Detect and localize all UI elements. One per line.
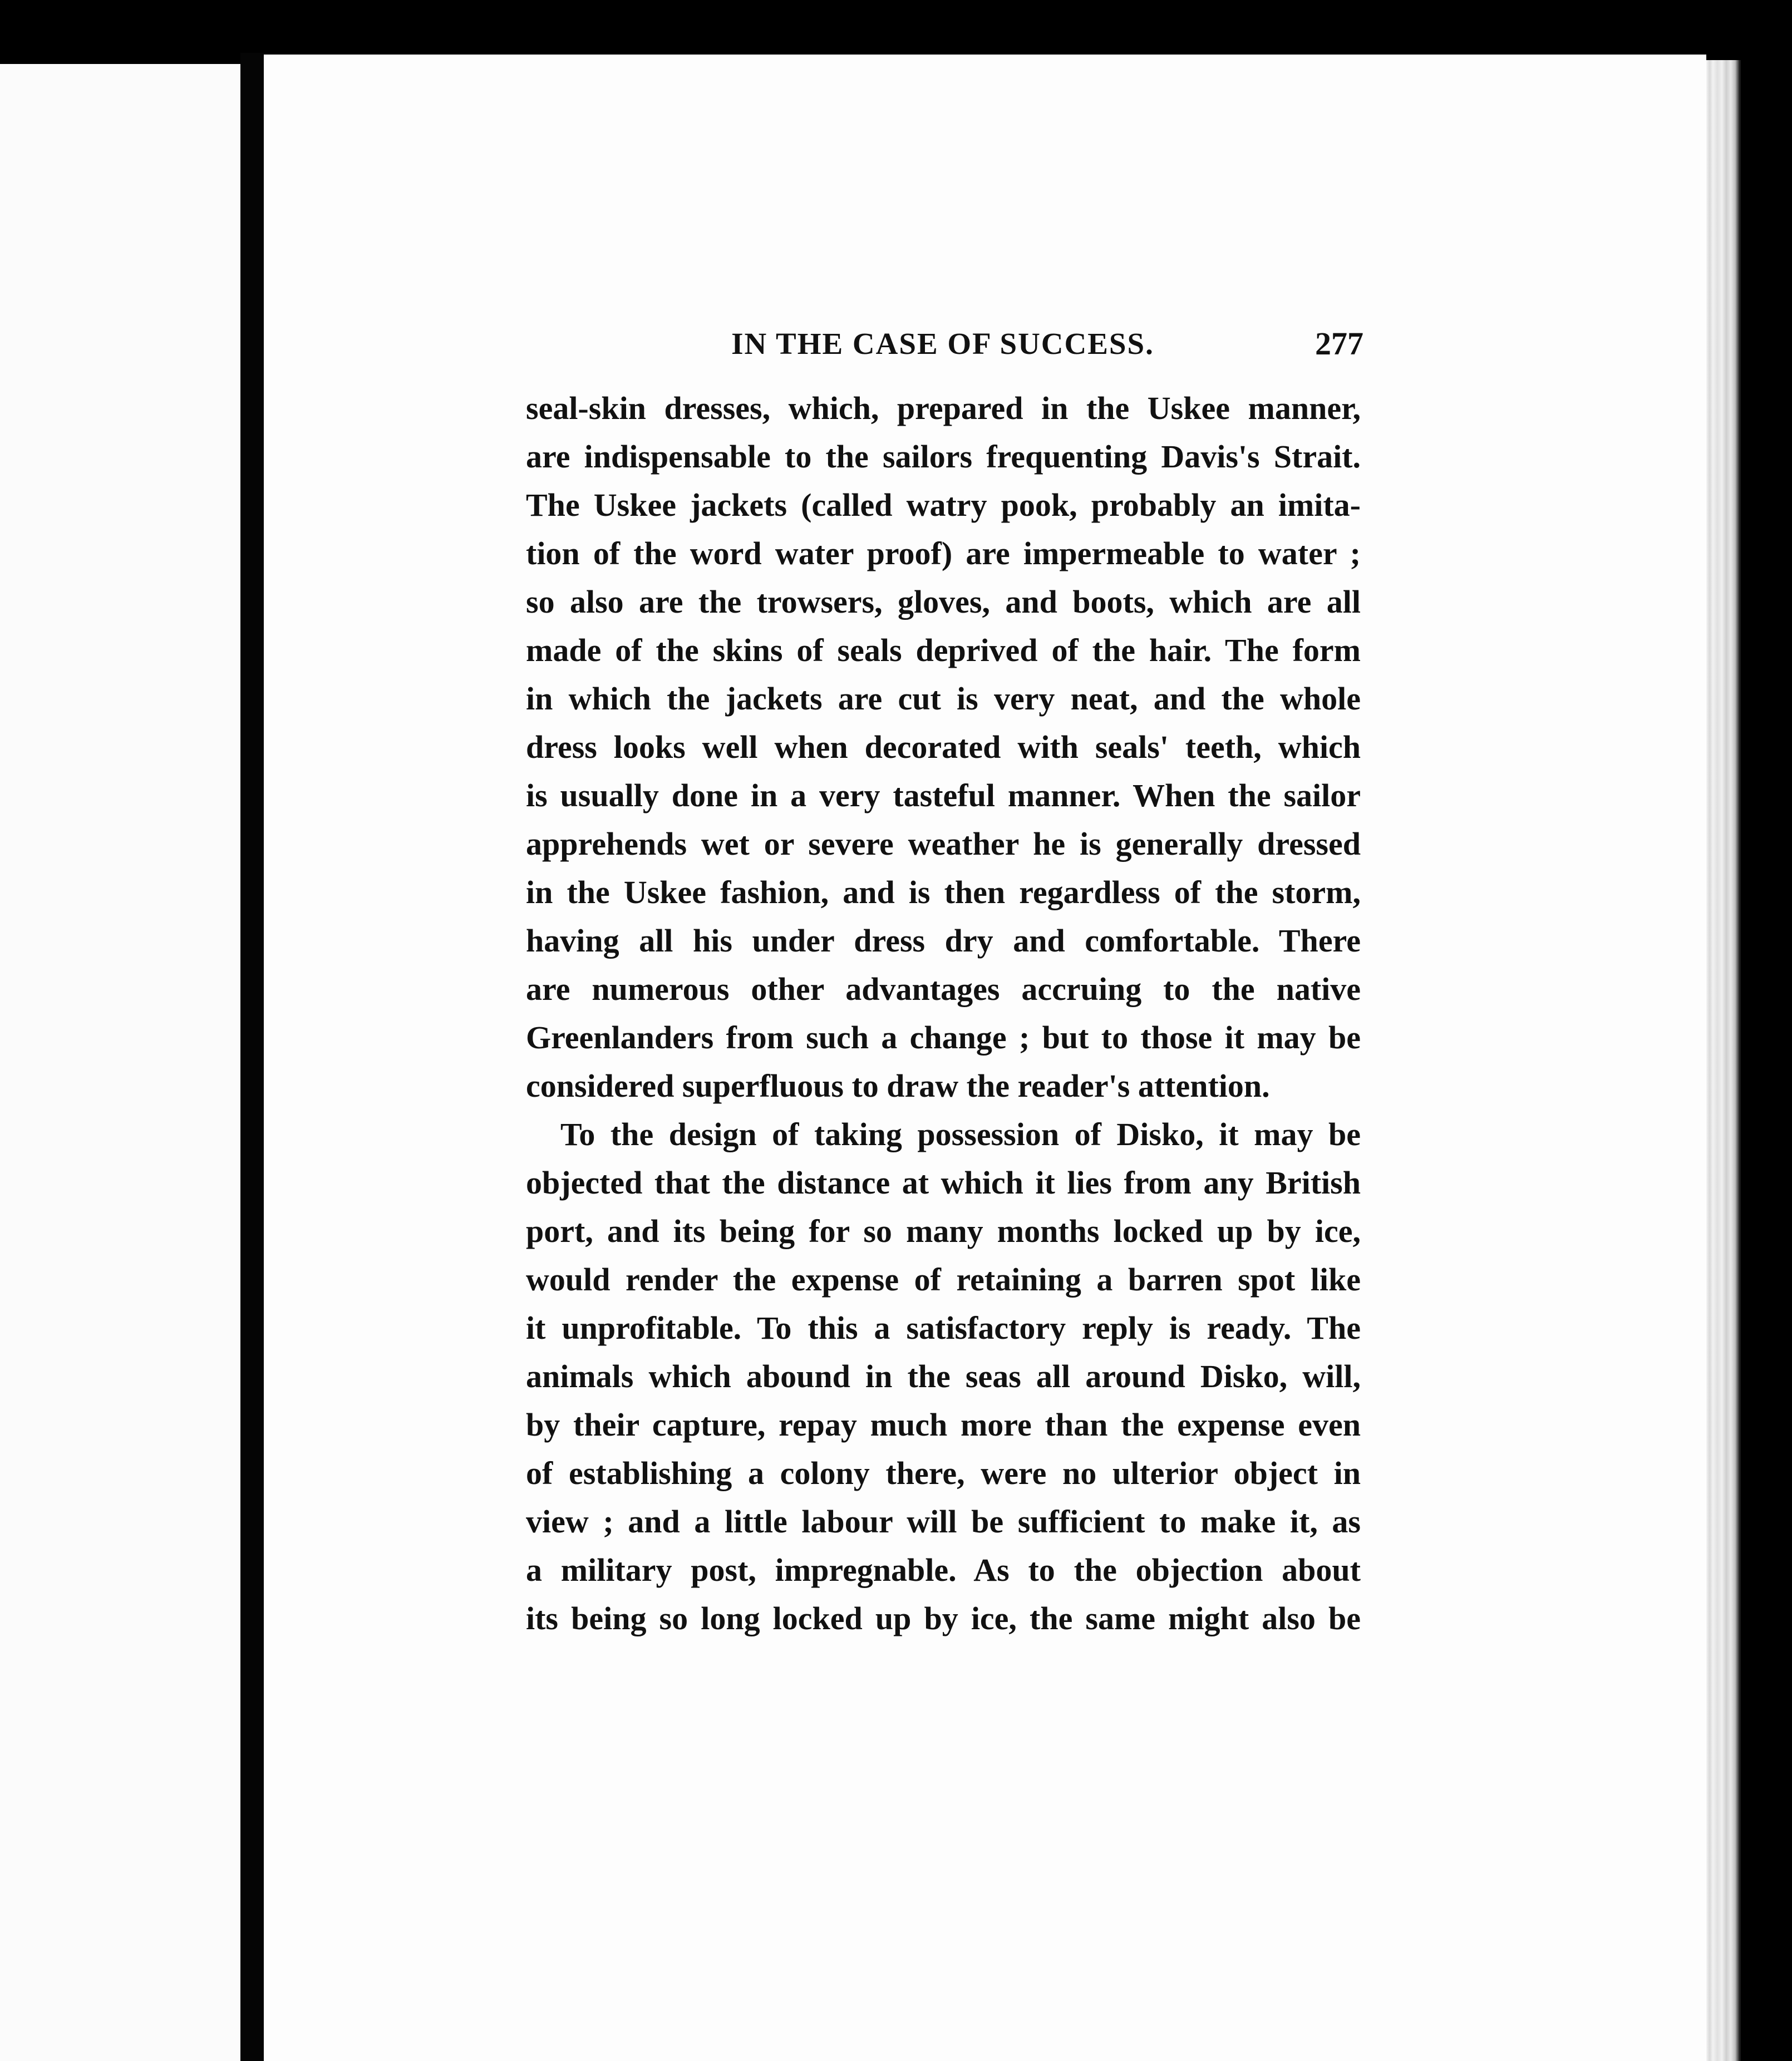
book-gutter: [240, 53, 264, 2061]
body-text: [526, 384, 1361, 1643]
text-line: The Uskee jackets (called watry pook, probably an imita-: [526, 487, 1361, 523]
text-line: Greenlanders from such a change ; but to those it may be: [526, 1019, 1361, 1056]
text-line: having all his under dress dry and comfortable. There: [526, 923, 1361, 959]
text-line: port, and its being for so many months locked up by ice,: [526, 1213, 1361, 1249]
text-line: To the design of taking possession of Disko, it may be: [560, 1116, 1361, 1152]
text-line: of establishing a colony there, were no ulterior object in: [526, 1455, 1361, 1491]
text-line: considered superfluous to draw the reader's attention.: [526, 1068, 1270, 1104]
text-line: is usually done in a very tasteful manner. When the sailor: [526, 777, 1361, 813]
text-line: tion of the word water proof) are impermeable to water ;: [526, 535, 1361, 571]
text-line: it unprofitable. To this a satisfactory reply is ready. The: [526, 1310, 1361, 1346]
page-number: 277: [1315, 326, 1363, 362]
page-edges: [1706, 60, 1741, 2061]
text-line: are numerous other advantages accruing to the native: [526, 971, 1361, 1007]
text-line: would render the expense of retaining a barren spot like: [526, 1261, 1361, 1298]
text-line: its being so long locked up by ice, the same might also be: [526, 1600, 1361, 1636]
text-line: in which the jackets are cut is very neat, and the whole: [526, 681, 1361, 717]
text-line: a military post, impregnable. As to the objection about: [526, 1552, 1361, 1588]
text-line: apprehends wet or severe weather he is generally dressed: [526, 826, 1361, 862]
scan-border: [1741, 0, 1792, 2061]
text-line: objected that the distance at which it lies from any British: [526, 1165, 1361, 1201]
text-line: are indispensable to the sailors frequenting Davis's Strait.: [526, 438, 1361, 475]
text-line: dress looks well when decorated with seals' teeth, which: [526, 729, 1361, 765]
text-line: animals which abound in the seas all around Disko, will,: [526, 1358, 1361, 1394]
text-line: seal-skin dresses, which, prepared in the Uskee manner,: [526, 390, 1361, 426]
text-line: view ; and a little labour will be sufficient to make it, as: [526, 1503, 1361, 1540]
running-title: IN THE CASE OF SUCCESS.: [731, 327, 1154, 361]
text-line: so also are the trowsers, gloves, and boots, which are all: [526, 584, 1361, 620]
text-line: by their capture, repay much more than the expense even: [526, 1407, 1361, 1443]
text-line: made of the skins of seals deprived of the hair. The form: [526, 632, 1361, 668]
text-line: in the Uskee fashion, and is then regardless of the storm,: [526, 874, 1361, 910]
left-facing-page: [0, 64, 240, 2061]
